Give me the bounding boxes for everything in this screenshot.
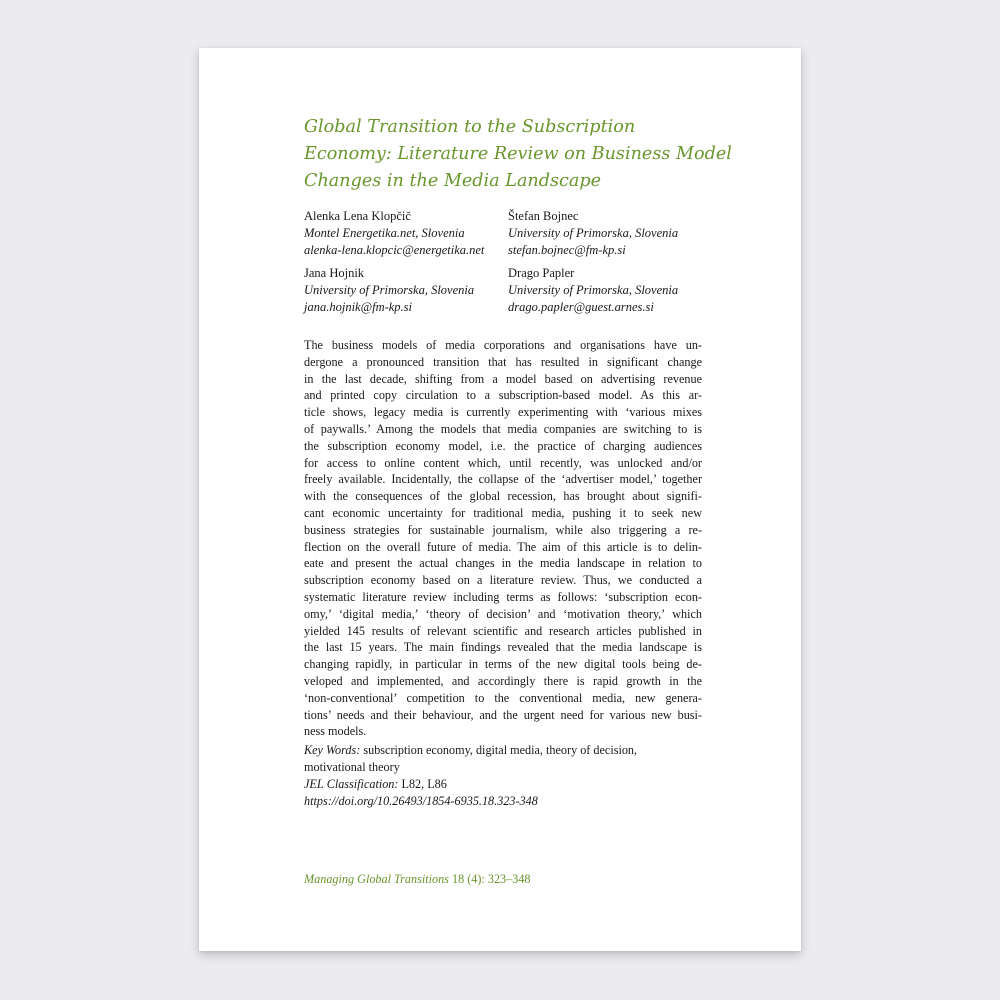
keywords-continued: motivational theory [304,759,400,774]
jel-abbreviation: JEL [304,776,324,791]
author-affiliation: University of Primorska, Slovenia [304,283,475,297]
keywords-text: subscription economy, digital media, theory of decision, [363,743,638,758]
keywords-label: Key Words: [304,743,361,758]
abstract-line: for access to online content which, until recently, was unlocked and/or [304,455,702,470]
keywords [304,742,702,759]
author-email[interactable]: alenka-lena.klopcic@energetika.net [304,243,485,257]
abstract-line: tions’ needs and their behaviour, and the urgent need for various new busi- [304,707,702,722]
abstract-line: The business models of media corporations and organisations have un- [304,338,702,352]
abstract-line: eate and present the actual changes in the media landscape in relation to [304,556,702,571]
abstract-line: ticle shows, legacy media is currently experimenting with ‘various mixes [304,405,702,420]
journal-footer [304,872,531,887]
title-line: Economy: Literature Review on Business Model [304,144,732,164]
abstract-line: omy,’ ‘digital media,’ ‘theory of decision’ and ‘motivation theory,’ which [304,606,702,621]
title-line: Changes in the Media Landscape [304,171,602,191]
abstract-line: in the last decade, shifting from a model based on advertising revenue [304,371,702,386]
abstract-line: subscription economy based on a literature review. Thus, we conducted a [304,573,702,588]
author-email[interactable]: drago.papler@guest.arnes.si [508,300,654,314]
doi-link[interactable]: https://doi.org/10.26493/1854-6935.18.323-348 [304,793,538,808]
abstract-line: systematic literature review including terms as follows: ‘subscription econ- [304,589,702,604]
author-email[interactable]: stefan.bojnec@fm-kp.si [508,243,626,257]
author-block [304,265,508,316]
title-line: Global Transition to the Subscription [304,117,636,137]
abstract-line: flection on the overall future of media. The aim of this article is to delin- [304,539,702,554]
article-content [304,114,732,809]
abstract-line: the subscription economy model, i.e. the practice of charging audiences [304,438,702,453]
author-name: Drago Papler [508,266,575,280]
abstract-line: the last 15 years. The main findings revealed that the media landscape is [304,640,702,655]
abstract-line: with the consequences of the global recession, has brought about signifi- [304,489,702,504]
article-metadata [304,742,702,809]
author-block [508,265,702,316]
author-list [304,208,702,316]
abstract-line: and printed copy circulation to a subscription-based model. As this ar- [304,388,702,403]
abstract-line: cant economic uncertainty for traditional media, pushing it to seek new [304,505,702,520]
abstract-line: freely available. Incidentally, the collapse of the ‘advertiser model,’ together [304,472,702,487]
author-email[interactable]: jana.hojnik@fm-kp.si [304,300,413,314]
abstract-line: ness models. [304,724,367,739]
abstract [304,337,702,740]
jel-codes: L82, L86 [401,776,447,791]
author-block [304,208,508,259]
author-name: Alenka Lena Klopčič [304,209,411,223]
author-affiliation: University of Primorska, Slovenia [508,283,679,297]
abstract-line: veloped and implemented, and accordingly there is rapid growth in the [304,673,702,688]
author-name: Jana Hojnik [304,266,365,280]
abstract-line: dergone a pronounced transition that has resulted in significant change [304,354,702,369]
author-affiliation: Montel Energetika.net, Slovenia [304,226,465,240]
abstract-line: yielded 145 results of relevant scientific and research articles published in [304,623,702,638]
paper-page [199,48,801,951]
journal-citation: 18 (4): 323–348 [451,872,531,886]
abstract-line: changing rapidly, in particular in terms of the new digital tools being de- [304,657,702,672]
abstract-line: of paywalls.’ Among the models that media companies are switching to is [304,421,702,436]
author-affiliation: University of Primorska, Slovenia [508,226,679,240]
journal-name: Managing Global Transitions [304,872,449,886]
author-block [508,208,702,259]
author-name: Štefan Bojnec [508,209,579,223]
jel-classification [304,776,702,793]
abstract-line: ‘non-conventional’ competition to the conventional media, new genera- [304,690,702,705]
jel-label: Classification: [326,776,399,791]
abstract-line: business strategies for sustainable journalism, while also triggering a re- [304,522,702,537]
article-title [304,114,732,195]
